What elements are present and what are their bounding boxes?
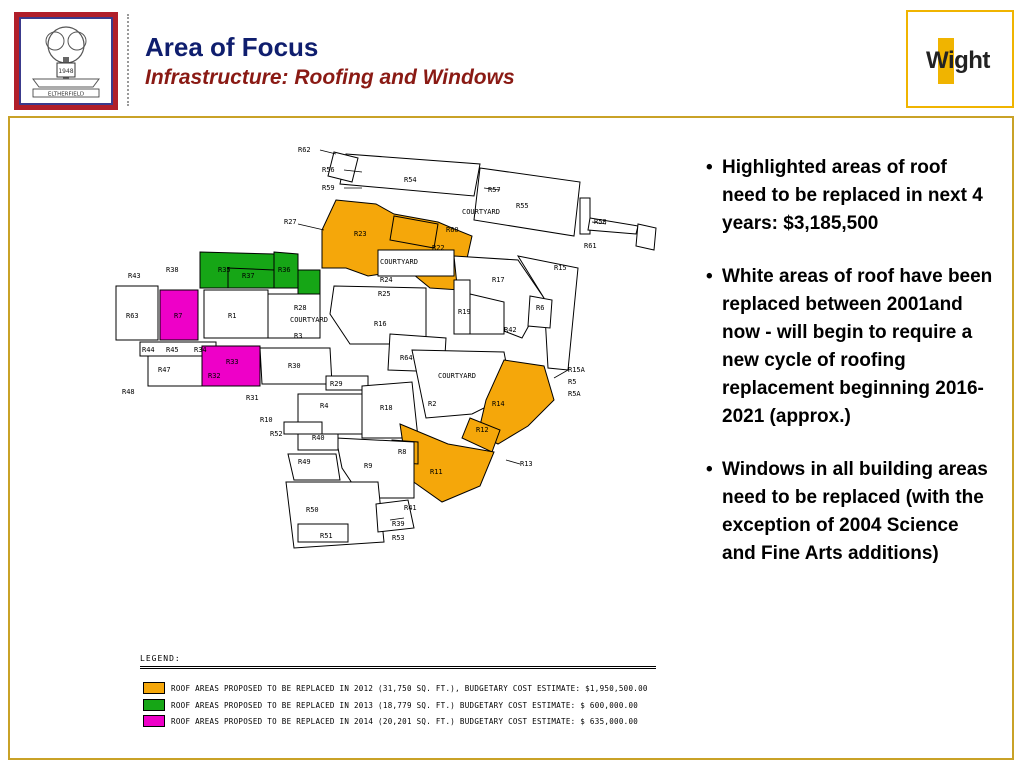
- svg-text:R11: R11: [430, 468, 443, 476]
- svg-text:R52: R52: [270, 430, 283, 438]
- svg-text:R58: R58: [594, 218, 607, 226]
- svg-text:R5A: R5A: [568, 390, 581, 398]
- svg-text:R16: R16: [374, 320, 387, 328]
- legend-rule: [140, 666, 656, 669]
- svg-text:COURTYARD: COURTYARD: [380, 258, 418, 266]
- svg-text:R38: R38: [166, 266, 179, 274]
- svg-text:COURTYARD: COURTYARD: [290, 316, 328, 324]
- svg-text:R61: R61: [584, 242, 597, 250]
- svg-text:R5: R5: [568, 378, 577, 386]
- svg-text:R54: R54: [404, 176, 417, 184]
- plan-area-r49: [288, 454, 340, 480]
- legend-text-2013: ROOF AREAS PROPOSED TO BE REPLACED IN 2013 (18,779 SQ. FT.) BUDGETARY COST ESTIMATE: $ 600,000.00: [171, 700, 639, 710]
- roof-area-r32: [202, 346, 260, 386]
- svg-text:R36: R36: [278, 266, 291, 274]
- svg-text:R37: R37: [242, 272, 255, 280]
- plan-area-r47: [148, 356, 202, 386]
- svg-text:R48: R48: [122, 388, 135, 396]
- svg-text:ELTHERFIELD: ELTHERFIELD: [47, 91, 85, 98]
- svg-text:R62: R62: [298, 146, 311, 154]
- svg-text:R33: R33: [226, 358, 239, 366]
- svg-text:R43: R43: [128, 272, 141, 280]
- crest-tree-icon: [21, 19, 111, 103]
- svg-text:R39: R39: [392, 520, 405, 528]
- svg-text:COURTYARD: COURTYARD: [462, 208, 500, 216]
- svg-text:R4: R4: [320, 402, 329, 410]
- svg-text:R9: R9: [364, 462, 373, 470]
- svg-text:R1: R1: [228, 312, 237, 320]
- svg-text:R7: R7: [174, 312, 183, 320]
- svg-text:R50: R50: [306, 506, 319, 514]
- svg-text:R15: R15: [554, 264, 567, 272]
- svg-text:R14: R14: [492, 400, 505, 408]
- svg-text:R22: R22: [432, 244, 445, 252]
- svg-text:R13: R13: [520, 460, 533, 468]
- svg-text:R6: R6: [536, 304, 545, 312]
- header-divider: [127, 14, 129, 106]
- svg-text:R64: R64: [400, 354, 413, 362]
- svg-text:R47: R47: [158, 366, 171, 374]
- plan-area-r19: [454, 280, 470, 334]
- svg-text:R10: R10: [260, 416, 273, 424]
- legend-swatch-orange: [143, 682, 165, 694]
- svg-text:R24: R24: [380, 276, 393, 284]
- legend-row-2013: [143, 699, 638, 711]
- svg-text:R57: R57: [488, 186, 501, 194]
- legend-swatch-magenta: [143, 715, 165, 727]
- legend-text-2014: ROOF AREAS PROPOSED TO BE REPLACED IN 2014 (20,201 SQ. FT.) BUDGETARY COST ESTIMATE: $ 635,000.00: [171, 716, 639, 726]
- legend-swatch-green: [143, 699, 165, 711]
- svg-text:R42: R42: [504, 326, 517, 334]
- svg-text:1948: 1948: [58, 68, 74, 75]
- svg-text:R3: R3: [294, 332, 303, 340]
- bullet-list: [704, 154, 994, 593]
- svg-text:R44: R44: [142, 346, 155, 354]
- bullet-windows: • Windows in all building areas need to be replaced (with the exception of 2004 Science and Fine Arts additions): [704, 456, 994, 568]
- svg-text:R18: R18: [380, 404, 393, 412]
- svg-text:R60: R60: [446, 226, 459, 234]
- legend-row-2012: [143, 682, 648, 694]
- svg-text:R51: R51: [320, 532, 333, 540]
- wight-logo: [906, 10, 1014, 108]
- svg-text:R12: R12: [476, 426, 489, 434]
- svg-text:R53: R53: [392, 534, 405, 542]
- svg-text:R25: R25: [378, 290, 391, 298]
- plan-area-r54: [340, 154, 480, 196]
- svg-text:R27: R27: [284, 218, 297, 226]
- svg-text:R56: R56: [322, 166, 335, 174]
- svg-text:R59: R59: [322, 184, 335, 192]
- plan-area-r6: [528, 296, 552, 328]
- school-crest-logo: [14, 12, 118, 110]
- plan-legend: [140, 654, 656, 726]
- svg-text:R8: R8: [398, 448, 407, 456]
- svg-text:R30: R30: [288, 362, 301, 370]
- bullet-roof-replacement: • Highlighted areas of roof need to be replaced in next 4 years: $3,185,500: [704, 154, 994, 238]
- svg-text:R40: R40: [312, 434, 325, 442]
- legend-row-2014: [143, 715, 638, 727]
- legend-title: LEGEND:: [140, 654, 181, 663]
- roof-plan-diagram: [108, 138, 668, 558]
- svg-text:R19: R19: [458, 308, 471, 316]
- logo-wordmark: Wight: [926, 47, 990, 74]
- svg-text:R17: R17: [492, 276, 505, 284]
- bullet-white-areas: • White areas of roof have been replaced between 2001and now - will begin to require a new cycle of roofing replacement beginning 2016-2021 (approx.): [704, 263, 994, 431]
- svg-text:COURTYARD: COURTYARD: [438, 372, 476, 380]
- svg-text:R34: R34: [194, 346, 207, 354]
- svg-text:R2: R2: [428, 400, 437, 408]
- svg-text:R15A: R15A: [568, 366, 585, 374]
- svg-text:R32: R32: [208, 372, 221, 380]
- svg-text:R49: R49: [298, 458, 311, 466]
- svg-text:R63: R63: [126, 312, 139, 320]
- plan-area-r52: [284, 422, 322, 434]
- page-title: Area of Focus: [145, 32, 319, 62]
- legend-text-2012: ROOF AREAS PROPOSED TO BE REPLACED IN 2012 (31,750 SQ. FT.), BUDGETARY COST ESTIMATE: $1,950,500.00: [171, 683, 648, 693]
- svg-text:R41: R41: [404, 504, 417, 512]
- svg-text:R35: R35: [218, 266, 231, 274]
- svg-text:R31: R31: [246, 394, 259, 402]
- svg-text:R29: R29: [330, 380, 343, 388]
- plan-area-r61-stub: [636, 224, 656, 250]
- page-subtitle: Infrastructure: Roofing and Windows: [145, 66, 515, 89]
- svg-text:R45: R45: [166, 346, 179, 354]
- svg-text:R28: R28: [294, 304, 307, 312]
- svg-text:R55: R55: [516, 202, 529, 210]
- svg-text:R23: R23: [354, 230, 367, 238]
